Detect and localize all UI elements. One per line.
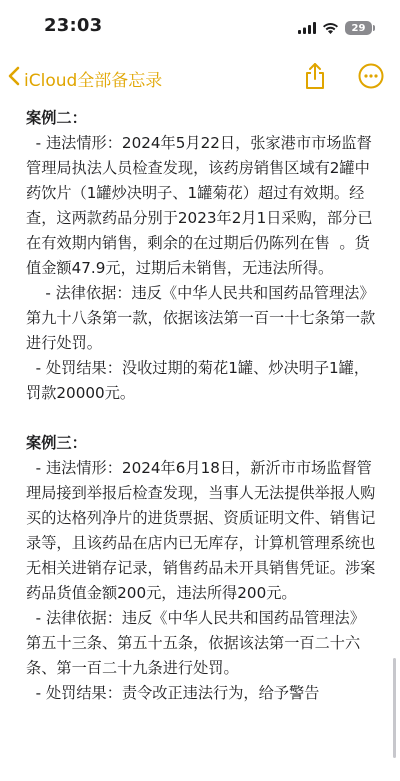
wifi-icon: [322, 19, 339, 38]
more-button[interactable]: [357, 64, 385, 92]
back-button[interactable]: [8, 62, 162, 94]
case2-legal-basis: - 法律依据：违反《中华人民共和国药品管理法》第九十八条第一款，依据该法第一百一十七条第一款进行处罚。: [26, 284, 376, 352]
chevron-left-icon: [8, 66, 20, 90]
scroll-indicator[interactable]: [393, 658, 396, 758]
case3-penalty: - 处罚结果：责令改正违法行为，给予警告: [26, 684, 320, 702]
signal-icon: [298, 19, 316, 38]
note-content: [26, 106, 378, 706]
note-body[interactable]: [0, 98, 400, 781]
case3-legal-basis: - 法律依据：违反《中华人民共和国药品管理法》第五十三条、第五十五条，依据该法第一百二十六条、第一百二十九条进行处罚。: [26, 609, 365, 677]
more-icon: [358, 63, 384, 93]
status-time: 23:03: [44, 15, 103, 36]
battery-level: 29: [351, 22, 366, 34]
status-icons: [298, 18, 372, 38]
case2-violation: - 违法情形：2024年5月22日，张家港市市场监督管理局执法人员检查发现，该药房销售区域有2罐中药饮片（1罐炒决明子、1罐菊花）超过有效期。经查，这两款药品分别于2023年2月1日采购，部分已在有效期内销售，剩余的在过期后仍陈列在售 。货值金额47.9元，过期后未销售，无违法所得。: [26, 134, 373, 277]
case2-title: 案例二：: [26, 109, 87, 127]
back-label: iCloud全部备忘录: [24, 70, 163, 91]
navigation-bar: [0, 58, 400, 98]
share-button[interactable]: [300, 62, 330, 94]
share-icon: [304, 62, 326, 94]
battery-icon: [345, 21, 372, 35]
blank-line: [26, 406, 378, 431]
case2-penalty: - 处罚结果：没收过期的菊花1罐、炒决明子1罐，罚款20000元。: [26, 359, 370, 402]
case3-title: 案例三：: [26, 434, 87, 452]
status-bar: [0, 0, 400, 52]
case3-violation: - 违法情形：2024年6月18日，新沂市市场监督管理局接到举报后检查发现，当事人无法提供举报人购买的达格列净片的进货票据、资质证明文件、销售记录等，且该药品在店内已无库存，计算机管理系统也无相关进销存记录，销售药品未开具销售凭证。涉案药品货值金额200元，违法所得200元。: [26, 459, 376, 602]
